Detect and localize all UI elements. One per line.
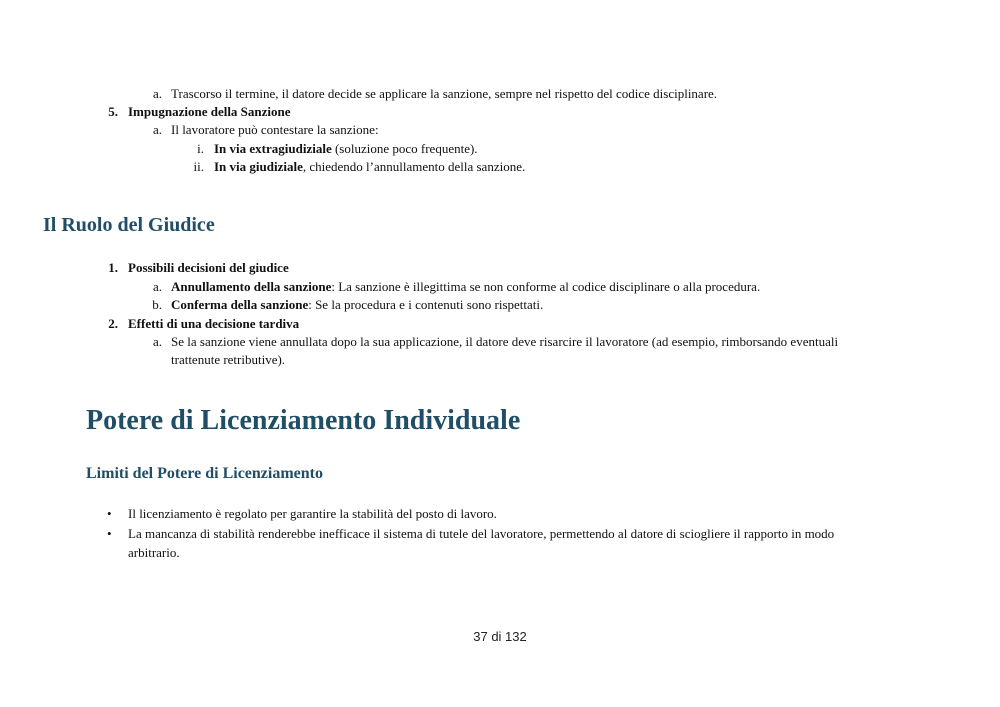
list-item-bold: In via extragiudiziale — [214, 141, 332, 156]
section-heading: Il Ruolo del Giudice — [43, 214, 215, 236]
list-item-bold: Conferma della sanzione — [171, 297, 309, 312]
list-marker: 1. — [108, 260, 118, 275]
subsection-heading: Limiti del Potere di Licenziamento — [86, 465, 323, 482]
list-marker: b. — [152, 297, 162, 312]
list-item-text — [214, 140, 478, 158]
bullet-item-text-continued: arbitrario. — [128, 545, 180, 560]
list-item-text: Il lavoratore può contestare la sanzione: — [171, 122, 379, 137]
chapter-heading: Potere di Licenziamento Individuale — [86, 405, 521, 436]
list-item-rest: : La sanzione è illegittima se non conforme al codice disciplinare o alla procedura. — [331, 279, 761, 294]
list-item-title: Possibili decisioni del giudice — [128, 260, 289, 275]
list-item-text-continued: trattenute retributive). — [171, 352, 286, 367]
list-item-bold: Annullamento della sanzione — [171, 279, 332, 294]
list-marker: a. — [152, 122, 162, 137]
list-item-text: Se la sanzione viene annullata dopo la sua applicazione, il datore deve risarcire il lavoratore (ad esempio, rimborsando eventuali — [171, 334, 839, 349]
list-item-rest: , chiedendo l’annullamento della sanzione. — [302, 159, 526, 174]
page-number: 37 di 132 — [473, 629, 527, 644]
list-item-bold: In via giudiziale — [214, 159, 303, 174]
bullet-item-text: La mancanza di stabilità renderebbe inefficace il sistema di tutele del lavoratore, permettendo al datore di sciogliere il rapporto in modo — [128, 526, 835, 541]
list-item-text: Trascorso il termine, il datore decide se applicare la sanzione, sempre nel rispetto del codice disciplinare. — [171, 86, 718, 101]
list-item-rest: (soluzione poco frequente). — [331, 141, 478, 156]
bullet-icon: • — [107, 506, 112, 521]
list-item-text — [171, 278, 760, 296]
list-marker: ii. — [193, 159, 204, 174]
list-marker: 2. — [108, 316, 118, 331]
list-marker: 5. — [108, 104, 118, 119]
list-item-title: Effetti di una decisione tardiva — [128, 316, 300, 331]
list-marker: a. — [152, 279, 162, 294]
list-item-title: Impugnazione della Sanzione — [128, 104, 291, 119]
list-marker: i. — [197, 141, 204, 156]
list-marker: a. — [152, 86, 162, 101]
list-item-rest: : Se la procedura e i contenuti sono rispettati. — [308, 297, 544, 312]
list-marker: a. — [152, 334, 162, 349]
list-item-text — [171, 296, 543, 314]
list-item-text — [214, 158, 525, 176]
bullet-icon: • — [107, 526, 112, 541]
bullet-item-text: Il licenziamento è regolato per garantire la stabilità del posto di lavoro. — [128, 506, 497, 521]
